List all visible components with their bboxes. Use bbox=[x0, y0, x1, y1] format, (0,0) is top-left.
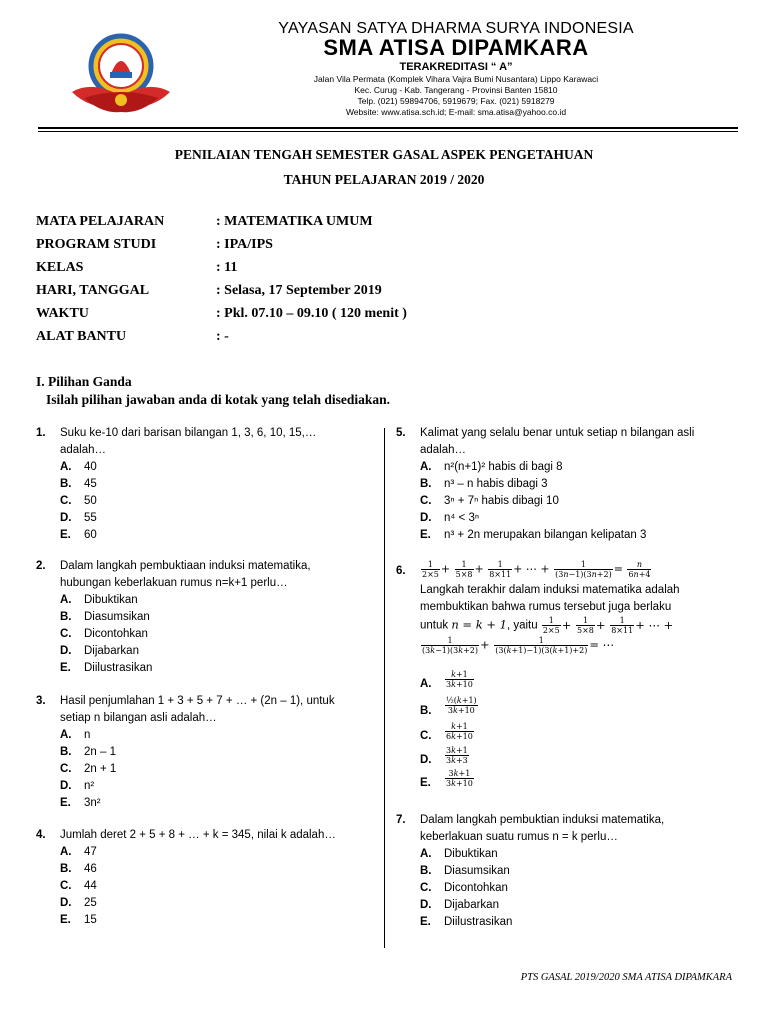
option-text: 2n – 1 bbox=[84, 746, 116, 758]
option-fraction: $\frac{k+1}{3k+10}$ bbox=[446, 670, 473, 689]
school-logo bbox=[62, 30, 180, 116]
question-text: adalah… bbox=[60, 444, 107, 456]
option-text: Diasumsikan bbox=[444, 865, 510, 877]
question-text: Hasil penjumlahan 1 + 3 + 5 + 7 + … + (2n – 1), untuk bbox=[60, 695, 335, 707]
option-letter: A. bbox=[420, 678, 432, 690]
option-text: 47 bbox=[84, 846, 97, 858]
option-letter: C. bbox=[60, 880, 72, 892]
info-value: : 11 bbox=[216, 260, 238, 275]
info-value: : IPA/IPS bbox=[216, 237, 273, 252]
question-text: , yaitu bbox=[506, 619, 538, 632]
question-number: 4. bbox=[36, 829, 46, 841]
page-footer: PTS GASAL 2019/2020 SMA ATISA DIPAMKARA bbox=[520, 972, 732, 983]
option-fraction: $\frac{3k+1}{3k+10}$ bbox=[446, 769, 473, 788]
question-text: Jumlah deret 2 + 5 + 8 + … + k = 345, nilai k adalah… bbox=[60, 829, 336, 841]
column-divider bbox=[384, 428, 385, 948]
question-text: untuk bbox=[420, 619, 449, 632]
info-value: : - bbox=[216, 329, 229, 344]
option-text: 60 bbox=[84, 529, 97, 541]
question-number: 5. bbox=[396, 427, 406, 439]
option-letter: B. bbox=[420, 705, 432, 717]
option-letter: A. bbox=[60, 594, 72, 606]
phone-line: Telp. (021) 59894706, 5919679; Fax. (021) 5918279 bbox=[357, 96, 555, 106]
option-letter: D. bbox=[60, 780, 72, 792]
option-letter: C. bbox=[60, 628, 72, 640]
info-value: : MATEMATIKA UMUM bbox=[216, 214, 373, 229]
question-text: setiap n bilangan asli adalah… bbox=[60, 712, 217, 724]
info-label: ALAT BANTU bbox=[36, 329, 127, 344]
question-number: 2. bbox=[36, 560, 46, 572]
school-name: SMA ATISA DIPAMKARA bbox=[323, 35, 589, 60]
option-text: 40 bbox=[84, 461, 97, 473]
info-label: MATA PELAJARAN bbox=[36, 214, 165, 229]
address-line-1: Jalan Vila Permata (Komplek Vihara Vajra Bumi Nusantara) Lippo Karawaci bbox=[313, 74, 599, 84]
option-text: Dibuktikan bbox=[444, 848, 498, 860]
math-formula: $\frac{1}{2\times 5}$ + $\frac{1}{5\times 8}$ + $\frac{1}{8\times 11}$ + ⋯ + bbox=[542, 616, 674, 635]
option-letter: A. bbox=[60, 729, 72, 741]
math-expression: n = k + 1 bbox=[451, 617, 507, 632]
option-text: 45 bbox=[84, 478, 97, 490]
option-letter: C. bbox=[60, 763, 72, 775]
option-letter: D. bbox=[60, 897, 72, 909]
question-4 bbox=[36, 827, 376, 931]
option-text: Dicontohkan bbox=[444, 882, 508, 894]
question-5 bbox=[396, 425, 736, 545]
accreditation: TERAKREDITASI “ A” bbox=[399, 61, 513, 73]
option-text: 3ⁿ + 7ⁿ habis dibagi 10 bbox=[444, 495, 559, 507]
option-letter: B. bbox=[60, 478, 72, 490]
address-line-2: Kec. Curug - Kab. Tangerang - Provinsi Banten 15810 bbox=[354, 85, 558, 95]
info-label: HARI, TANGGAL bbox=[36, 283, 150, 298]
option-text: n²(n+1)² habis di bagi 8 bbox=[444, 461, 563, 473]
section-title: I. Pilihan Ganda bbox=[36, 374, 132, 389]
option-text: 2n + 1 bbox=[84, 763, 117, 775]
option-fraction: $\frac{3k+1}{3k+3}$ bbox=[446, 746, 468, 765]
question-number: 6. bbox=[396, 565, 406, 577]
option-text: n⁴ < 3ⁿ bbox=[444, 512, 480, 524]
option-letter: C. bbox=[420, 730, 432, 742]
question-number: 1. bbox=[36, 427, 46, 439]
info-value: : Selasa, 17 September 2019 bbox=[216, 283, 382, 298]
option-letter: D. bbox=[60, 512, 72, 524]
option-letter: E. bbox=[420, 777, 431, 789]
option-letter: E. bbox=[420, 916, 431, 928]
option-letter: E. bbox=[60, 529, 71, 541]
option-letter: D. bbox=[420, 512, 432, 524]
option-text: n³ + 2n merupakan bilangan kelipatan 3 bbox=[444, 529, 647, 541]
math-formula: $\frac{1}{(3k-1)(3k+2)}$ + $\frac{1}{(3(k+1)-1)(3(k+1)+2)}$ = ⋯ bbox=[422, 636, 615, 655]
section-instruction: Isilah pilihan jawaban anda di kotak yang telah disediakan. bbox=[46, 392, 390, 407]
option-text: 55 bbox=[84, 512, 97, 524]
option-text: Diasumsikan bbox=[84, 611, 150, 623]
option-text: 44 bbox=[84, 880, 97, 892]
question-text: keberlakuan suatu rumus n = k perlu… bbox=[420, 831, 618, 843]
option-letter: B. bbox=[60, 746, 72, 758]
option-letter: B. bbox=[60, 611, 72, 623]
question-text: membuktikan bahwa rumus tersebut juga berlaku bbox=[420, 601, 672, 613]
option-text: Diilustrasikan bbox=[444, 916, 513, 928]
question-text: Dalam langkah pembuktian induksi matematika, bbox=[420, 814, 665, 826]
option-letter: B. bbox=[60, 863, 72, 875]
academic-year: TAHUN PELAJARAN 2019 / 2020 bbox=[283, 172, 485, 187]
info-label: WAKTU bbox=[36, 306, 89, 321]
option-letter: C. bbox=[60, 495, 72, 507]
foundation-name: YAYASAN SATYA DHARMA SURYA INDONESIA bbox=[278, 20, 634, 37]
option-text: Dijabarkan bbox=[84, 645, 139, 657]
option-letter: E. bbox=[420, 529, 431, 541]
question-1 bbox=[36, 425, 376, 545]
option-text: Dibuktikan bbox=[84, 594, 138, 606]
option-letter: E. bbox=[60, 797, 71, 809]
info-value: : Pkl. 07.10 – 09.10 ( 120 menit ) bbox=[216, 306, 407, 321]
option-letter: D. bbox=[60, 645, 72, 657]
option-letter: E. bbox=[60, 914, 71, 926]
option-text: Dijabarkan bbox=[444, 899, 499, 911]
exam-title: PENILAIAN TENGAH SEMESTER GASAL ASPEK PENGETAHUAN bbox=[174, 147, 594, 162]
option-letter: A. bbox=[60, 846, 72, 858]
info-label: KELAS bbox=[36, 260, 84, 275]
option-letter: A. bbox=[420, 461, 432, 473]
option-text: 25 bbox=[84, 897, 97, 909]
option-text: Diilustrasikan bbox=[84, 662, 153, 674]
question-6 bbox=[396, 560, 736, 800]
question-2 bbox=[36, 558, 376, 678]
option-text: 46 bbox=[84, 863, 97, 875]
question-text: Langkah terakhir dalam induksi matematika adalah bbox=[420, 584, 680, 596]
question-text-line bbox=[420, 616, 673, 635]
option-text: n bbox=[84, 729, 91, 741]
option-letter: B. bbox=[420, 478, 432, 490]
question-text: Dalam langkah pembuktiaan induksi matematika, bbox=[60, 560, 311, 572]
option-fraction: $\frac{k+1}{6k+10}$ bbox=[446, 722, 473, 741]
option-fraction: $\frac{\text{½(k+1)}}{3k+10}$ bbox=[446, 696, 477, 715]
option-text: n² bbox=[84, 780, 95, 792]
website-line: Website: www.atisa.sch.id; E-mail: sma.atisa@yahoo.co.id bbox=[345, 107, 567, 117]
question-number: 3. bbox=[36, 695, 46, 707]
option-letter: B. bbox=[420, 865, 432, 877]
option-text: Dicontohkan bbox=[84, 628, 148, 640]
option-text: 15 bbox=[84, 914, 97, 926]
letterhead-rule-thin bbox=[38, 131, 738, 132]
option-text: n³ – n habis dibagi 3 bbox=[444, 478, 548, 490]
option-text: 3n² bbox=[84, 797, 101, 809]
question-number: 7. bbox=[396, 814, 406, 826]
question-text: Kalimat yang selalu benar untuk setiap n bilangan asli bbox=[420, 427, 695, 439]
question-text: Suku ke-10 dari barisan bilangan 1, 3, 6, 10, 15,… bbox=[60, 427, 317, 439]
question-7 bbox=[396, 812, 736, 932]
question-3 bbox=[36, 693, 376, 813]
option-letter: C. bbox=[420, 495, 432, 507]
option-letter: E. bbox=[60, 662, 71, 674]
option-letter: A. bbox=[60, 461, 72, 473]
question-text: hubungan keberlakuan rumus n=k+1 perlu… bbox=[60, 577, 288, 589]
option-text: 50 bbox=[84, 495, 97, 507]
letterhead-rule bbox=[38, 127, 738, 129]
option-letter: D. bbox=[420, 754, 432, 766]
option-letter: A. bbox=[420, 848, 432, 860]
option-letter: C. bbox=[420, 882, 432, 894]
question-text: adalah… bbox=[420, 444, 467, 456]
info-label: PROGRAM STUDI bbox=[36, 237, 157, 252]
option-letter: D. bbox=[420, 899, 432, 911]
math-formula: $\frac{1}{2\times 5}$ + $\frac{1}{5\times 8}$ + $\frac{1}{8\times 11}$ + ⋯ + $\frac{1}{(3n-1)(3n+2)}$ = $\frac{n}{6n+4}$ bbox=[422, 560, 651, 579]
